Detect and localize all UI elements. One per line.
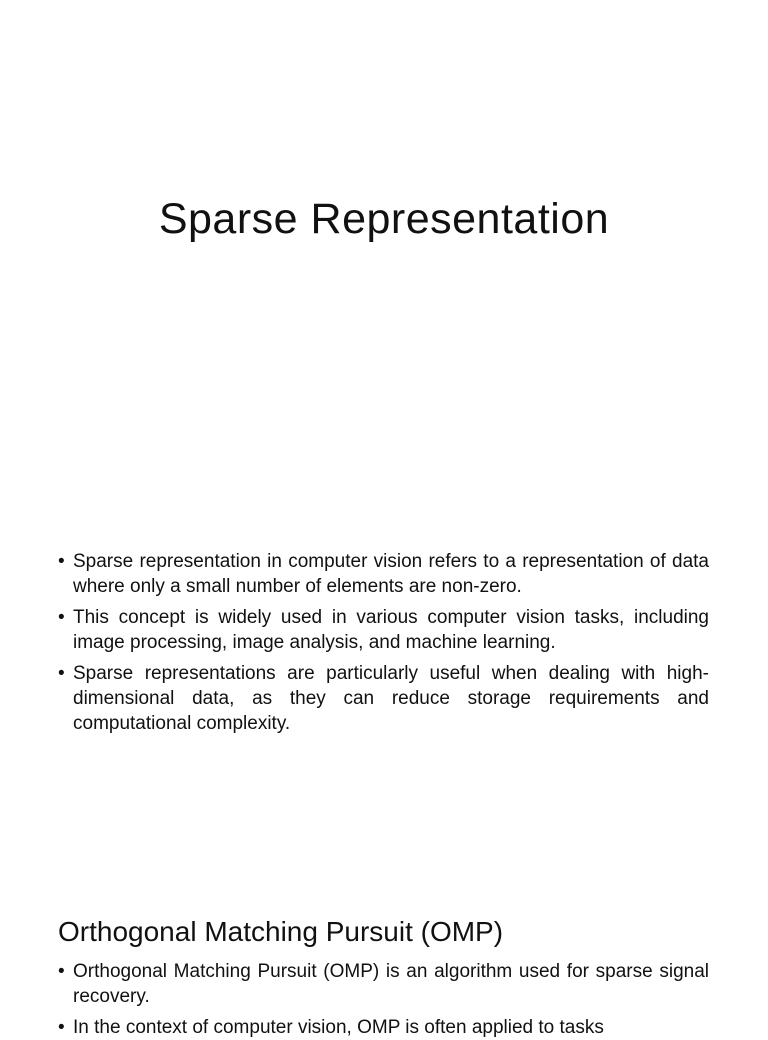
bullet-icon: •	[58, 551, 65, 572]
bullet-icon: •	[58, 663, 65, 684]
bullet-icon: •	[58, 961, 65, 982]
bullet-item	[58, 959, 709, 1009]
bullet-item	[58, 1015, 709, 1040]
section-heading: Orthogonal Matching Pursuit (OMP)	[58, 916, 504, 947]
slide-title: Sparse Representation	[158, 194, 610, 243]
bullet-item	[58, 661, 709, 736]
bullet-text: This concept is widely used in various computer vision tasks, including image processing, image analysis, and machine learning.	[73, 607, 709, 653]
bullet-item	[58, 549, 709, 599]
bullet-text: In the context of computer vision, OMP is often applied to tasks	[73, 1017, 604, 1038]
bullet-item	[58, 605, 709, 655]
bullet-icon: •	[58, 1017, 65, 1038]
bullet-list	[58, 549, 709, 736]
bullet-list	[58, 959, 709, 1040]
bullet-icon: •	[58, 607, 65, 628]
bullet-text: Sparse representations are particularly useful when dealing with high-dimensional data, as they can reduce storage requirements and computational complexity.	[73, 663, 709, 734]
bullet-text: Sparse representation in computer vision refers to a representation of data where only a small number of elements are non-zero.	[73, 551, 709, 597]
bullet-text: Orthogonal Matching Pursuit (OMP) is an algorithm used for sparse signal recovery.	[73, 961, 709, 1007]
